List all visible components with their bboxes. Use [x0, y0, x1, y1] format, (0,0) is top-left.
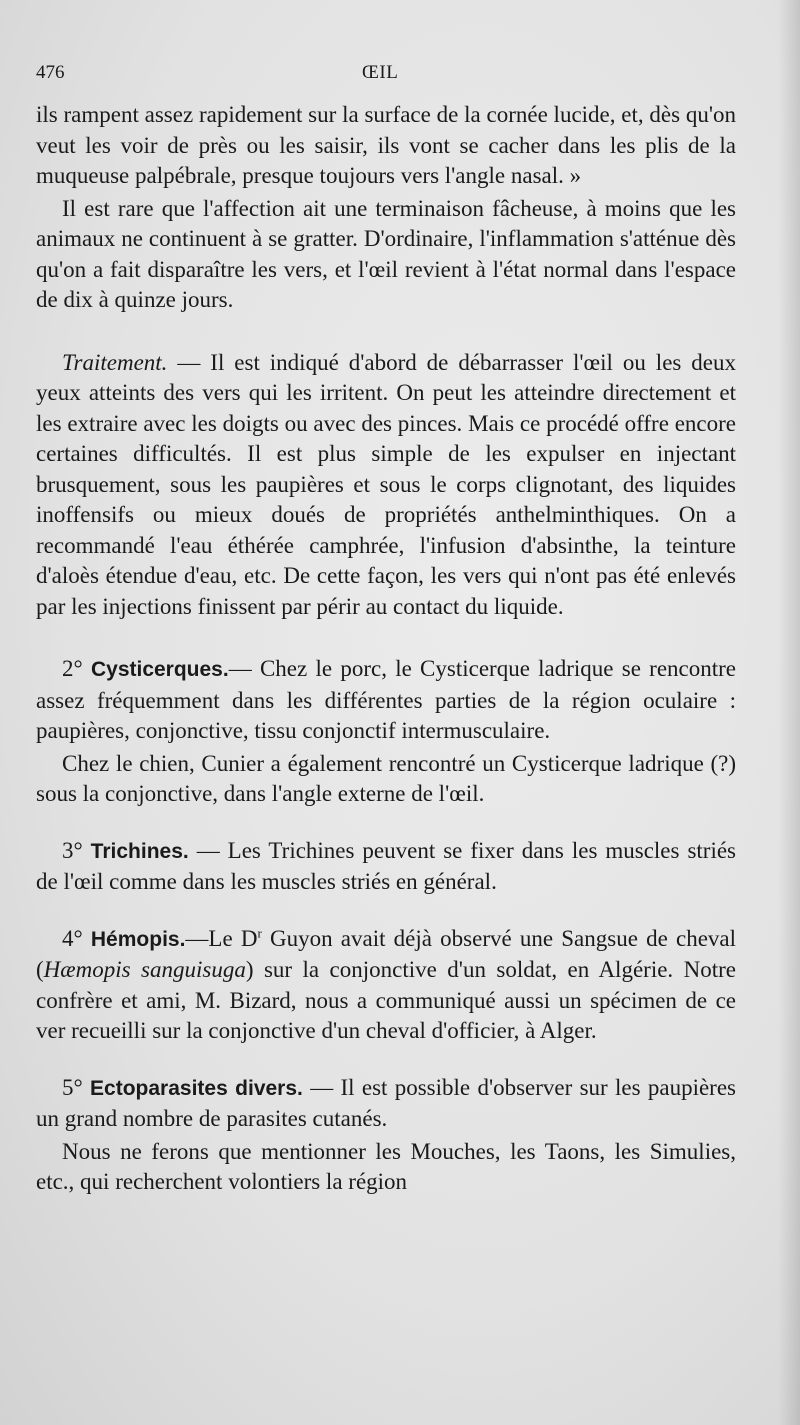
page-edge-shadow	[778, 0, 800, 1425]
paragraph-prognosis: Il est rare que l'affection ait une terminaison fâcheuse, à moins que les animaux ne continuent à se gratter. D'ordinaire, l'inflammation s'atténue dès qu'on a fait disparaître les vers, et l'œil revient à l'état normal dans l'espace de dix à quinze jours.	[36, 195, 736, 312]
page-number: 476	[36, 62, 65, 83]
page-body	[36, 100, 736, 1198]
paragraph-continuation: ils rampent assez rapidement sur la surface de la cornée lucide, et, dès qu'on veut les voir de près ou les saisir, ils vont se cacher dans les plis de la muqueuse palpébrale, presque toujours vers l'angle nasal. »	[36, 102, 736, 188]
ectoparasites-text: — Il est possible d'observer sur les paupières un grand nombre de parasites cutanés.	[36, 1074, 737, 1131]
section-number: 2°	[62, 656, 83, 681]
trichines-text: — Les Trichines peuvent se fixer dans les muscles striés de l'œil comme dans les muscles striés en général.	[36, 837, 736, 894]
hemopis-text-c: ) sur la conjonctive d'un soldat, en Algérie. Notre confrère et ami, M. Bizard, nous a communiqué aussi un spécimen de ce ver recueilli sur la conjonctive d'un cheval d'officier, à Alger.	[36, 957, 736, 1043]
paragraph-ectoparasites-mouches: Nous ne ferons que mentionner les Mouches, les Taons, les Simulies, etc., qui recherchent volontiers la région	[36, 1138, 736, 1194]
section-heading-traitement: Traitement.	[62, 349, 168, 375]
section-number: 5°	[62, 1074, 83, 1100]
paragraph-cysticerques-chien: Chez le chien, Cunier a également rencontré un Cysticerque ladrique (?) sous la conjonctive, dans l'angle externe de l'œil.	[36, 750, 736, 806]
section-heading-ectoparasites: Ectoparasites divers.	[90, 1076, 303, 1100]
paragraph-hemopis	[36, 924, 736, 1047]
hemopis-sup: r	[257, 924, 262, 940]
paragraph-ectoparasites	[36, 1073, 736, 1135]
cysticerques-text: — Chez le porc, le Cysticerque ladrique se rencontre assez fréquemment dans les différentes parties de la région oculaire : paupières, conjonctive, tissu conjonctif intermusculaire.	[36, 656, 737, 743]
paragraph-traitement	[36, 348, 736, 623]
running-title: ŒIL	[362, 62, 399, 83]
traitement-text: — Il est indiqué d'abord de débarrasser l'œil ou les deux yeux atteints des vers qui les irritent. On peut les atteindre directement et les extraire avec les doigts ou avec des pinces. Mais ce procédé offre encore certaines difficultés. Il est plus simple de les expulser en injectant brusquement, sous les paupières et sous le corps clignotant, des liquides inoffensifs ou mieux doués de propriétés anthelminthiques. On a recommandé l'eau éthérée camphrée, l'infusion d'absinthe, la teinture d'aloès étendue d'eau, etc. De cette façon, les vers qui n'ont pas été enlevés par les injections finissent par périr au contact du liquide.	[36, 349, 736, 619]
section-number: 3°	[62, 837, 83, 863]
section-heading-trichines: Trichines.	[90, 839, 189, 863]
hemopis-text-b: Guyon avait déjà observé une Sangsue de cheval (	[36, 925, 737, 982]
paragraph-trichines	[36, 836, 736, 898]
species-name: Hæmopis sanguisuga	[43, 957, 246, 982]
paragraph-cysticerques	[36, 654, 736, 747]
section-heading-hemopis: Hémopis.	[90, 927, 186, 951]
page-header	[36, 62, 736, 92]
hemopis-text-a: —Le D	[185, 925, 258, 951]
section-heading-cysticerques: Cysticerques.	[90, 658, 229, 681]
section-number: 4°	[62, 925, 83, 951]
